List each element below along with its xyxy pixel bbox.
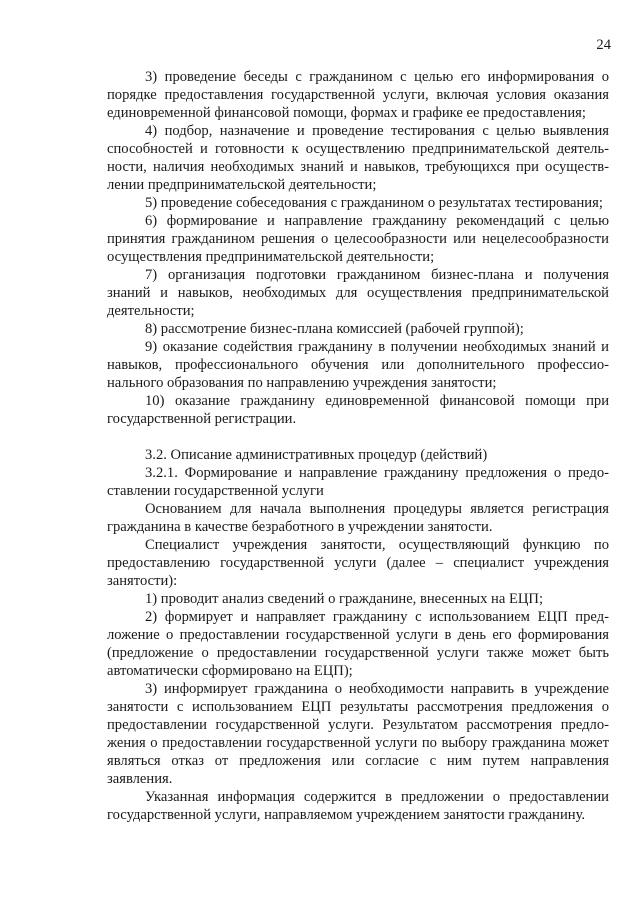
procedure-step: 1) проводит анализ сведений о гражданине, внесенных на ЕЦП; — [145, 591, 544, 607]
section-heading: 3.2. Описание административных процедур (действий) — [145, 447, 488, 463]
subsection-heading: 3.2.1. Формирование и направление гражданину предложения о предоставлении государственной услуги — [107, 465, 609, 499]
list-item: 3) проведение беседы с гражданином с целью его информирования о порядке предоставления государственной услуги, включая условия оказания единовременной финансовой помощи, формах и графике ее предоставления; — [107, 69, 609, 121]
list-item: 9) оказание содействия гражданину в получении необходимых знаний и навыков, профессионального обучения или дополнительного профессионального образования по направлению учреждения занятости; — [107, 339, 609, 391]
list-item: 7) организация подготовки гражданином бизнес-плана и получения знаний и навыков, необходимых для осуществления предпринимательской деятельности; — [107, 267, 609, 319]
page-number: 24 — [596, 37, 611, 53]
list-item: 5) проведение собеседования с гражданином о результатах тестирования; — [145, 195, 603, 211]
basis-paragraph: Основанием для начала выполнения процедуры является регистрация гражданина в качестве безработного в учреждении занятости. — [107, 501, 609, 535]
specialist-intro-paragraph: Специалист учреждения занятости, осуществляющий функцию по предоставлению государственной услуги (далее – специалист учреждения занятости): — [107, 537, 609, 589]
closing-paragraph: Указанная информация содержится в предложении о предоставлении государственной услуги, направляемом учреждением занятости гражданину. — [107, 789, 609, 823]
procedure-step: 3) информирует гражданина о необходимости направить в учреждение занятости с использованием ЕЦП результаты рассмотрения предложения о предоставлении государственной услуги. Результатом рассмотрения предложения о предоставлении государственной услуги по выбору гражданина может являться отказ от предложения или согласие с ним путем направления заявления. — [107, 681, 609, 787]
list-item: 6) формирование и направление гражданину рекомендаций с целью принятия гражданином решения о целесообразности или нецелесообразности осуществления предпринимательской деятельности; — [107, 213, 609, 265]
document-body — [107, 68, 609, 824]
list-item: 8) рассмотрение бизнес-плана комиссией (рабочей группой); — [145, 321, 524, 337]
list-item: 4) подбор, назначение и проведение тестирования с целью выявления способностей и готовности к осуществлению предпринимательской деятельности, наличия необходимых знаний и навыков, требующихся при осуществлении предпринимательской деятельности; — [107, 123, 609, 193]
list-item: 10) оказание гражданину единовременной финансовой помощи при государственной регистрации. — [107, 393, 609, 427]
procedure-step: 2) формирует и направляет гражданину с использованием ЕЦП предложение о предоставлении государственной услуги в день его формирования (предложение о предоставлении государственной услуги также может быть автоматически сформировано на ЕЦП); — [107, 609, 609, 679]
